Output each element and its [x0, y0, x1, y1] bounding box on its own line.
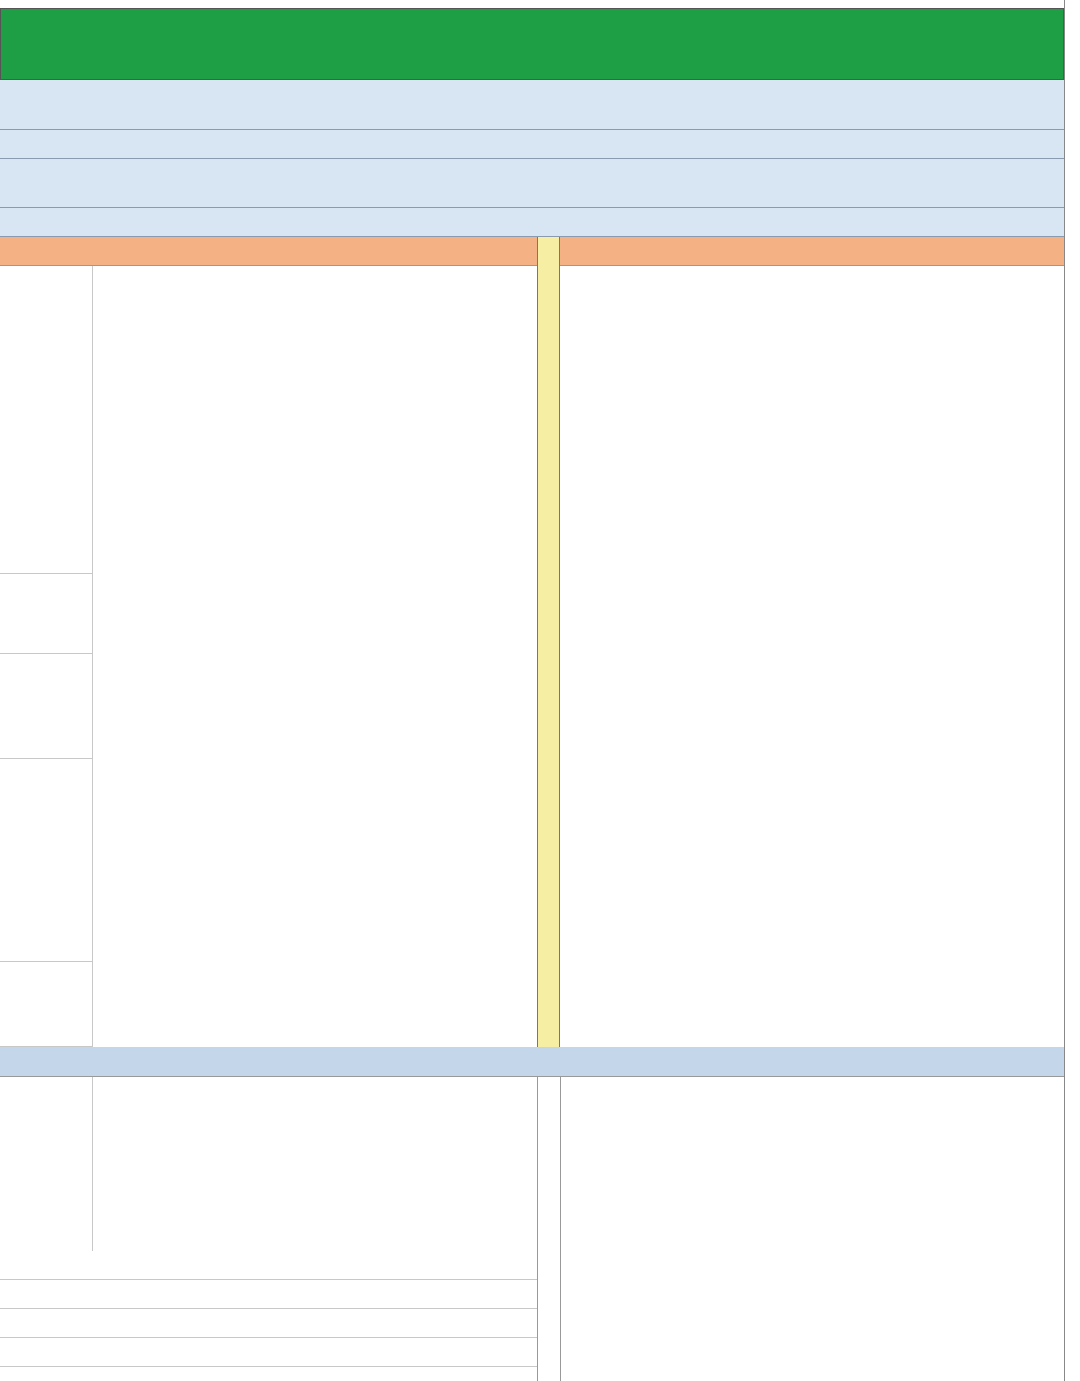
grid-line: [560, 1077, 561, 1381]
footer-line: [0, 1280, 537, 1309]
footer-label: [0, 1251, 537, 1280]
category-hygiene: [0, 759, 93, 962]
grid-line: [1064, 0, 1065, 1381]
category-recess: [0, 654, 93, 759]
punish-label: [0, 1077, 93, 1251]
intro-text: [0, 80, 1064, 130]
footer-line: [0, 1309, 537, 1338]
note-1: [0, 159, 1064, 208]
deduct-header: [0, 237, 537, 266]
footer-line: [0, 1338, 537, 1367]
add-header: [560, 237, 1064, 266]
note-2: [0, 208, 1064, 237]
category-morning: [0, 574, 93, 654]
category-manners: [0, 962, 93, 1047]
column-divider: [537, 237, 560, 1047]
category-study: [0, 266, 93, 574]
grid-line: [537, 1077, 538, 1381]
page-title: [0, 8, 1064, 80]
section-divider: [0, 1047, 1064, 1077]
notes-heading: [0, 130, 1064, 159]
